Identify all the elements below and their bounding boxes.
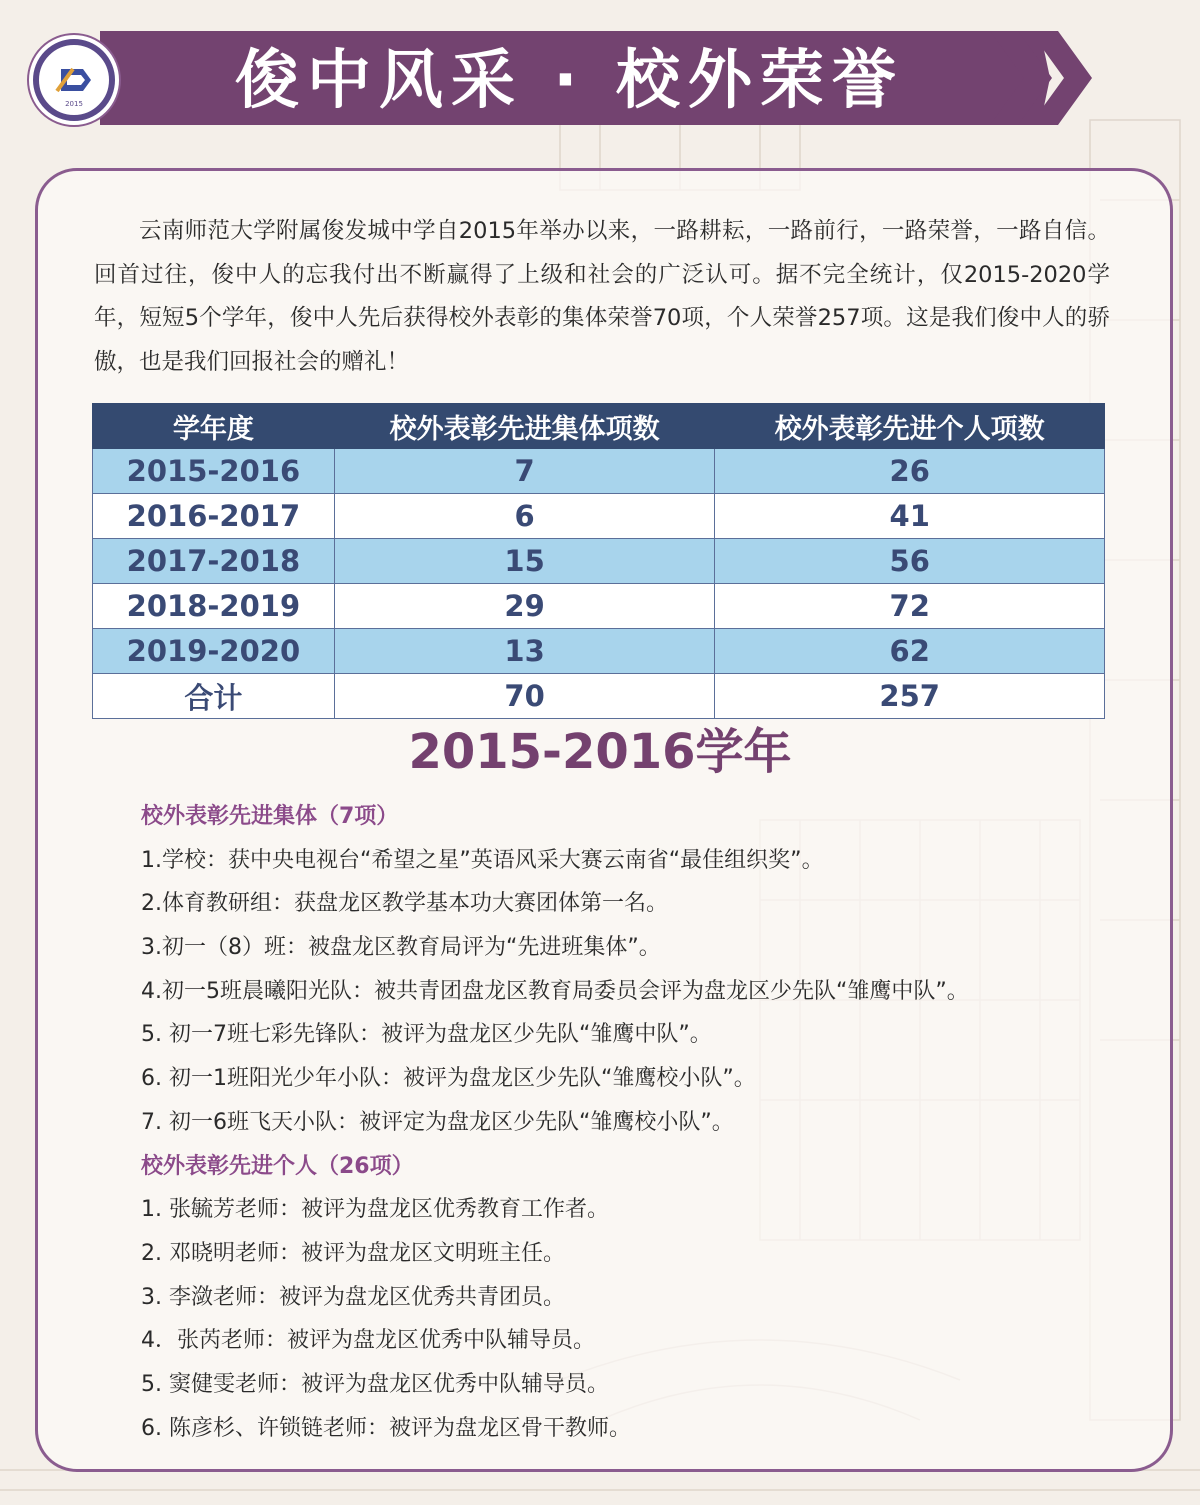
table-header-row xyxy=(93,404,1105,449)
cell-individual-count: 56 xyxy=(715,539,1105,584)
list-item: 4.初一5班晨曦阳光队：被共青团盘龙区教育局委员会评为盘龙区少先队“雏鹰中队”。 xyxy=(141,978,969,1004)
honors-summary-table xyxy=(92,403,1105,719)
list-item: 2.体育教研组：获盘龙区教学基本功大赛团体第一名。 xyxy=(141,891,668,917)
list-item: 5. 窦健雯老师：被评为盘龙区优秀中队辅导员。 xyxy=(141,1371,609,1397)
cell-group-count: 29 xyxy=(334,584,715,629)
cell-total-label: 合计 xyxy=(93,674,335,719)
cell-year: 2017-2018 xyxy=(93,539,335,584)
column-header-year: 学年度 xyxy=(93,404,335,449)
chevron-arrows-icon xyxy=(990,31,1100,125)
cell-year: 2016-2017 xyxy=(93,494,335,539)
cell-individual-count: 62 xyxy=(715,629,1105,674)
list-item: 6. 初一1班阳光少年小队：被评为盘龙区少先队“雏鹰校小队”。 xyxy=(141,1066,756,1092)
cell-group-total: 70 xyxy=(334,674,715,719)
cell-individual-count: 72 xyxy=(715,584,1105,629)
table-row xyxy=(93,539,1105,584)
intro-paragraph: 云南师范大学附属俊发城中学自2015年举办以来，一路耕耘，一路前行，一路荣誉，一路自信。回首过往，俊中人的忘我付出不断赢得了上级和社会的广泛认可。据不完全统计，仅2015-2020学年，短短5个学年，俊中人先后获得校外表彰的集体荣誉70项，个人荣誉257项。这是我们俊中人的骄傲，也是我们回报社会的赠礼！ xyxy=(94,218,1110,375)
honors-list xyxy=(141,795,1141,1450)
cell-individual-count: 26 xyxy=(715,449,1105,494)
cell-individual-count: 41 xyxy=(715,494,1105,539)
list-item: 2. 邓晓明老师：被评为盘龙区文明班主任。 xyxy=(141,1240,565,1266)
list-item: 7. 初一6班飞天小队：被评定为盘龙区少先队“雏鹰校小队”。 xyxy=(141,1109,734,1135)
cell-year: 2018-2019 xyxy=(93,584,335,629)
logo-year: 2015 xyxy=(65,100,83,108)
table-row xyxy=(93,584,1105,629)
table-row xyxy=(93,449,1105,494)
column-header-group-honors: 校外表彰先进集体项数 xyxy=(334,404,715,449)
cell-year: 2015-2016 xyxy=(93,449,335,494)
list-item: 3.初一（8）班：被盘龙区教育局评为“先进班集体”。 xyxy=(141,935,661,961)
list-item: 3. 李潋老师：被评为盘龙区优秀共青团员。 xyxy=(141,1284,565,1310)
cell-group-count: 7 xyxy=(334,449,715,494)
table-total-row xyxy=(93,674,1105,719)
school-logo xyxy=(27,33,121,127)
cell-group-count: 13 xyxy=(334,629,715,674)
page-header xyxy=(0,0,1200,160)
list-item: 1. 张毓芳老师：被评为盘龙区优秀教育工作者。 xyxy=(141,1197,609,1223)
group-honors-title: 校外表彰先进集体（7项） xyxy=(141,804,399,829)
table-row xyxy=(93,629,1105,674)
cell-individual-total: 257 xyxy=(715,674,1105,719)
cell-group-count: 15 xyxy=(334,539,715,584)
list-item: 4．张芮老师：被评为盘龙区优秀中队辅导员。 xyxy=(141,1328,595,1354)
column-header-individual-honors: 校外表彰先进个人项数 xyxy=(715,404,1105,449)
list-item: 1.学校：获中央电视台“希望之星”英语风采大赛云南省“最佳组织奖”。 xyxy=(141,847,824,873)
table-row xyxy=(93,494,1105,539)
cell-year: 2019-2020 xyxy=(93,629,335,674)
section-year-heading: 2015-2016学年 xyxy=(408,724,792,780)
list-item: 6. 陈彦杉、许锁链老师：被评为盘龙区骨干教师。 xyxy=(141,1415,631,1441)
cell-group-count: 6 xyxy=(334,494,715,539)
page-title: 俊中风采 · 校外荣誉 xyxy=(235,44,904,118)
individual-honors-title: 校外表彰先进个人（26项） xyxy=(141,1153,414,1179)
list-item: 5. 初一7班七彩先锋队：被评为盘龙区少先队“雏鹰中队”。 xyxy=(141,1022,712,1048)
